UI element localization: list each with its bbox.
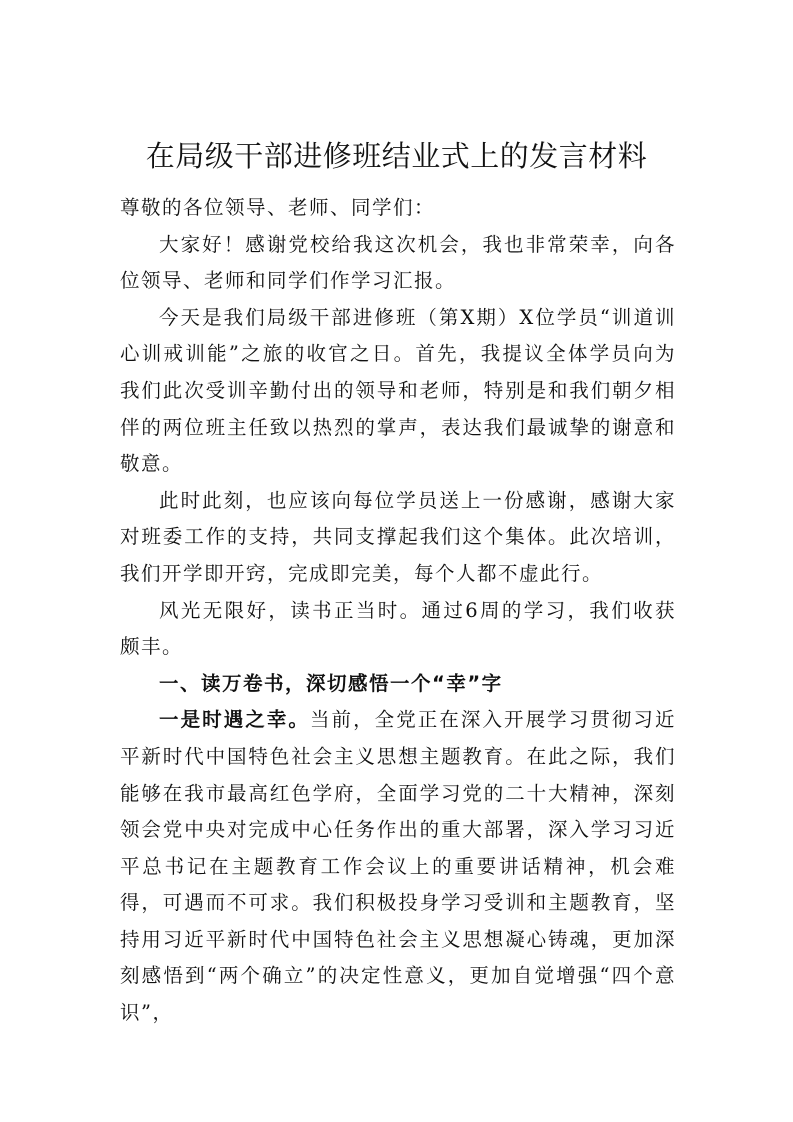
paragraph-harvest: 风光无限好，读书正当时。通过6周的学习，我们收获颇丰。 bbox=[120, 598, 676, 659]
document-body bbox=[120, 190, 676, 1032]
paragraph-appreciation: 此时此刻，也应该向每位学员送上一份感谢，感谢大家对班委工作的支持，共同支撑起我们这个集体。此次培训，我们开学即开窍，完成即完美，每个人都不虚此行。 bbox=[120, 488, 676, 585]
document-title: 在局级干部进修班结业式上的发言材料 bbox=[145, 139, 648, 173]
paragraph-greeting: 大家好！感谢党校给我这次机会，我也非常荣幸，向各位领导、老师和同学们作学习汇报。 bbox=[120, 232, 676, 293]
paragraph-lead: 一是时遇之幸。 bbox=[159, 708, 310, 732]
salutation: 尊敬的各位领导、老师、同学们： bbox=[120, 196, 436, 219]
paragraph-fortune bbox=[120, 702, 676, 1031]
paragraph-thanks: 今天是我们局级干部进修班（第X期）X位学员“训道训心训戒训能”之旅的收官之日。首先，我提议全体学员向为我们此次受训辛勤付出的领导和老师，特别是和我们朝夕相伴的两位班主任致以热烈的掌声，表达我们最诚挚的谢意和敬意。 bbox=[120, 305, 676, 476]
section-heading: 一、读万卷书，深切感悟一个“幸”字 bbox=[159, 671, 503, 695]
paragraph-fortune-text: 当前，全党正在深入开展学习贯彻习近平新时代中国特色社会主义思想主题教育。在此之际，我们能够在我市最高红色学府，全面学习党的二十大精神，深刻领会党中央对完成中心任务作出的重大部署，深入学习习近平总书记在主题教育工作会议上的重要讲话精神，机会难得，可遇而不可求。我们积极投身学习受训和主题教育，坚持用习近平新时代中国特色社会主义思想凝心铸魂，更加深刻感悟到“两个确立”的决定性意义，更加自觉增强“四个意识”， bbox=[120, 708, 676, 1025]
